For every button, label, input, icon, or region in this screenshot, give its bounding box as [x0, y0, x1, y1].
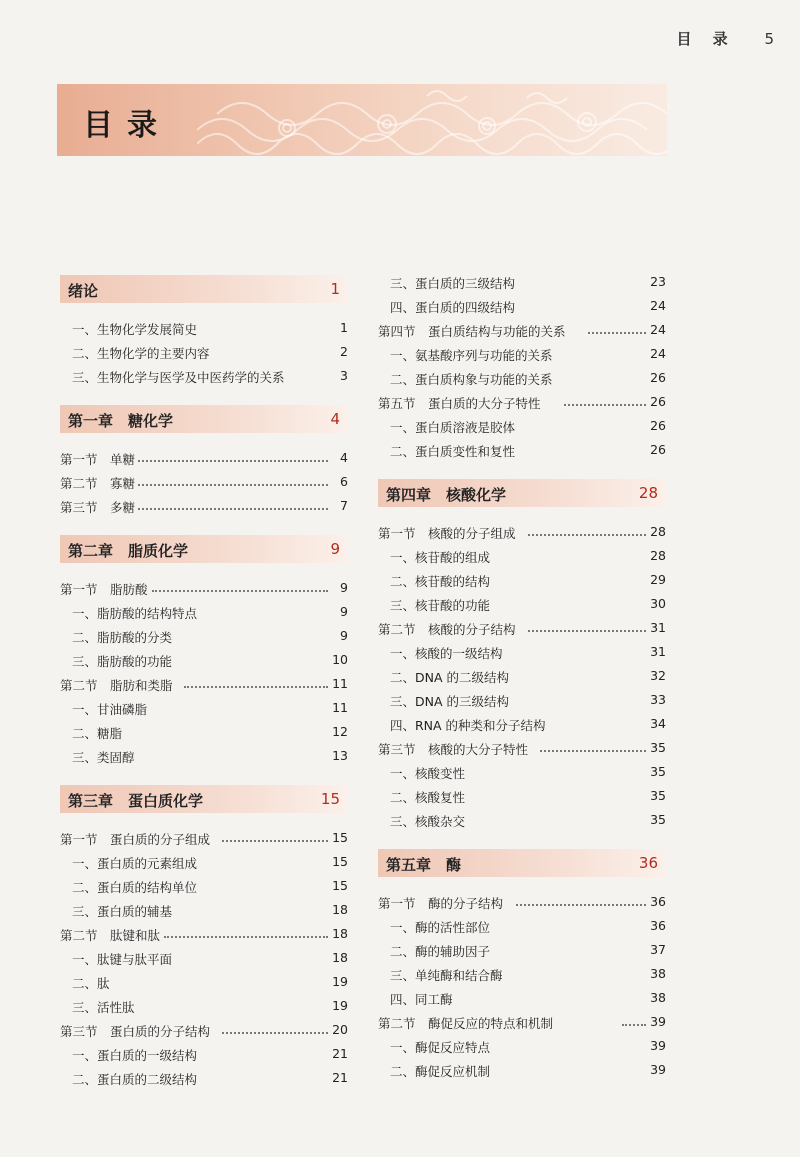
wave-ornament-icon	[197, 84, 667, 156]
toc-section[interactable]: 第三节 多糖 7	[60, 498, 348, 515]
chapter-introduction[interactable]	[60, 275, 348, 303]
toc-left-column	[60, 271, 348, 1091]
chapter-label: 第一章 糖化学	[68, 412, 174, 430]
toc-entry[interactable]: 二、肽 19	[72, 974, 348, 991]
toc-entry[interactable]: 三、DNA 的三级结构 33	[390, 692, 666, 709]
chapter-label: 绪论	[68, 282, 99, 300]
toc-entry[interactable]: 三、蛋白质的辅基 18	[72, 902, 348, 919]
toc-entry[interactable]: 一、核苷酸的组成 28	[390, 548, 666, 565]
chapter-page: 1	[330, 280, 340, 298]
toc-entry[interactable]: 一、蛋白质溶液是胶体 26	[390, 418, 666, 435]
chapter-label: 第四章 核酸化学	[386, 486, 507, 504]
toc-entry[interactable]: 一、核酸变性 35	[390, 764, 666, 781]
toc-entry[interactable]: 一、核酸的一级结构 31	[390, 644, 666, 661]
toc-entry[interactable]: 一、蛋白质的元素组成 15	[72, 854, 348, 871]
chapter-3[interactable]	[60, 785, 348, 813]
toc-entry[interactable]: 二、糖脂 12	[72, 724, 348, 741]
chapter-page: 4	[330, 410, 340, 428]
toc-right-column	[378, 271, 666, 1083]
toc-entry[interactable]: 四、同工酶 38	[390, 990, 666, 1007]
chapter-page: 28	[638, 484, 658, 502]
chapter-page: 36	[638, 854, 658, 872]
toc-title: 目录	[83, 108, 171, 143]
running-header	[676, 28, 774, 49]
toc-entry[interactable]: 二、DNA 的二级结构 32	[390, 668, 666, 685]
toc-entry[interactable]: 三、蛋白质的三级结构 23	[390, 274, 666, 291]
chapter-5[interactable]	[378, 849, 666, 877]
chapter-page: 9	[330, 540, 340, 558]
toc-entry[interactable]: 二、酶的辅助因子 37	[390, 942, 666, 959]
toc-entry[interactable]: 二、蛋白质的二级结构 21	[72, 1070, 348, 1087]
chapter-label: 第三章 蛋白质化学	[68, 792, 204, 810]
toc-entry[interactable]: 一、蛋白质的一级结构 21	[72, 1046, 348, 1063]
chapter-1[interactable]	[60, 405, 348, 433]
toc-entry[interactable]: 一、氨基酸序列与功能的关系 24	[390, 346, 666, 363]
toc-section[interactable]: 第一节 酶的分子结构 36	[378, 894, 666, 911]
toc-section[interactable]: 第二节 肽键和肽 18	[60, 926, 348, 943]
toc-entry[interactable]: 三、核苷酸的功能 30	[390, 596, 666, 613]
toc-entry[interactable]: 一、肽键与肽平面 18	[72, 950, 348, 967]
toc-section[interactable]: 第一节 脂肪酸 9	[60, 580, 348, 597]
toc-section[interactable]: 第一节 单糖 4	[60, 450, 348, 467]
toc-banner	[57, 84, 667, 156]
toc-section[interactable]: 第二节 寡糖 6	[60, 474, 348, 491]
toc-section[interactable]: 第一节 蛋白质的分子组成 15	[60, 830, 348, 847]
page-number: 5	[764, 30, 774, 48]
toc-section[interactable]: 第一节 核酸的分子组成 28	[378, 524, 666, 541]
toc-entry[interactable]: 二、生物化学的主要内容 2	[72, 344, 348, 361]
toc-section[interactable]: 第二节 核酸的分子结构 31	[378, 620, 666, 637]
toc-entry[interactable]: 二、核苷酸的结构 29	[390, 572, 666, 589]
toc-entry[interactable]: 二、核酸复性 35	[390, 788, 666, 805]
chapter-page: 15	[320, 790, 340, 808]
chapter-label: 第五章 酶	[386, 856, 462, 874]
toc-entry[interactable]: 三、单纯酶和结合酶 38	[390, 966, 666, 983]
toc-entry[interactable]: 二、蛋白质构象与功能的关系 26	[390, 370, 666, 387]
toc-entry[interactable]: 三、脂肪酸的功能 10	[72, 652, 348, 669]
toc-entry[interactable]: 四、RNA 的种类和分子结构 34	[390, 716, 666, 733]
running-header-title: 目 录	[676, 30, 736, 48]
toc-section[interactable]: 第二节 酶促反应的特点和机制 39	[378, 1014, 666, 1031]
toc-entry[interactable]: 二、蛋白质的结构单位 15	[72, 878, 348, 895]
toc-entry[interactable]: 二、脂肪酸的分类 9	[72, 628, 348, 645]
toc-entry[interactable]: 一、酶的活性部位 36	[390, 918, 666, 935]
toc-entry[interactable]: 三、生物化学与医学及中医药学的关系 3	[72, 368, 348, 385]
toc-section[interactable]: 第二节 脂肪和类脂 11	[60, 676, 348, 693]
toc-entry[interactable]: 三、类固醇 13	[72, 748, 348, 765]
toc-entry[interactable]: 一、甘油磷脂 11	[72, 700, 348, 717]
toc-section[interactable]: 第三节 核酸的大分子特性 35	[378, 740, 666, 757]
toc-entry[interactable]: 四、蛋白质的四级结构 24	[390, 298, 666, 315]
toc-section[interactable]: 第四节 蛋白质结构与功能的关系 24	[378, 322, 666, 339]
chapter-4[interactable]	[378, 479, 666, 507]
toc-entry[interactable]: 二、酶促反应机制 39	[390, 1062, 666, 1079]
toc-entry[interactable]: 一、生物化学发展简史 1	[72, 320, 348, 337]
toc-section[interactable]: 第三节 蛋白质的分子结构 20	[60, 1022, 348, 1039]
toc-entry[interactable]: 三、活性肽 19	[72, 998, 348, 1015]
toc-entry[interactable]: 二、蛋白质变性和复性 26	[390, 442, 666, 459]
toc-entry[interactable]: 一、脂肪酸的结构特点 9	[72, 604, 348, 621]
toc-section[interactable]: 第五节 蛋白质的大分子特性 26	[378, 394, 666, 411]
toc-entry[interactable]: 一、酶促反应特点 39	[390, 1038, 666, 1055]
chapter-2[interactable]	[60, 535, 348, 563]
toc-entry[interactable]: 三、核酸杂交 35	[390, 812, 666, 829]
chapter-label: 第二章 脂质化学	[68, 542, 189, 560]
